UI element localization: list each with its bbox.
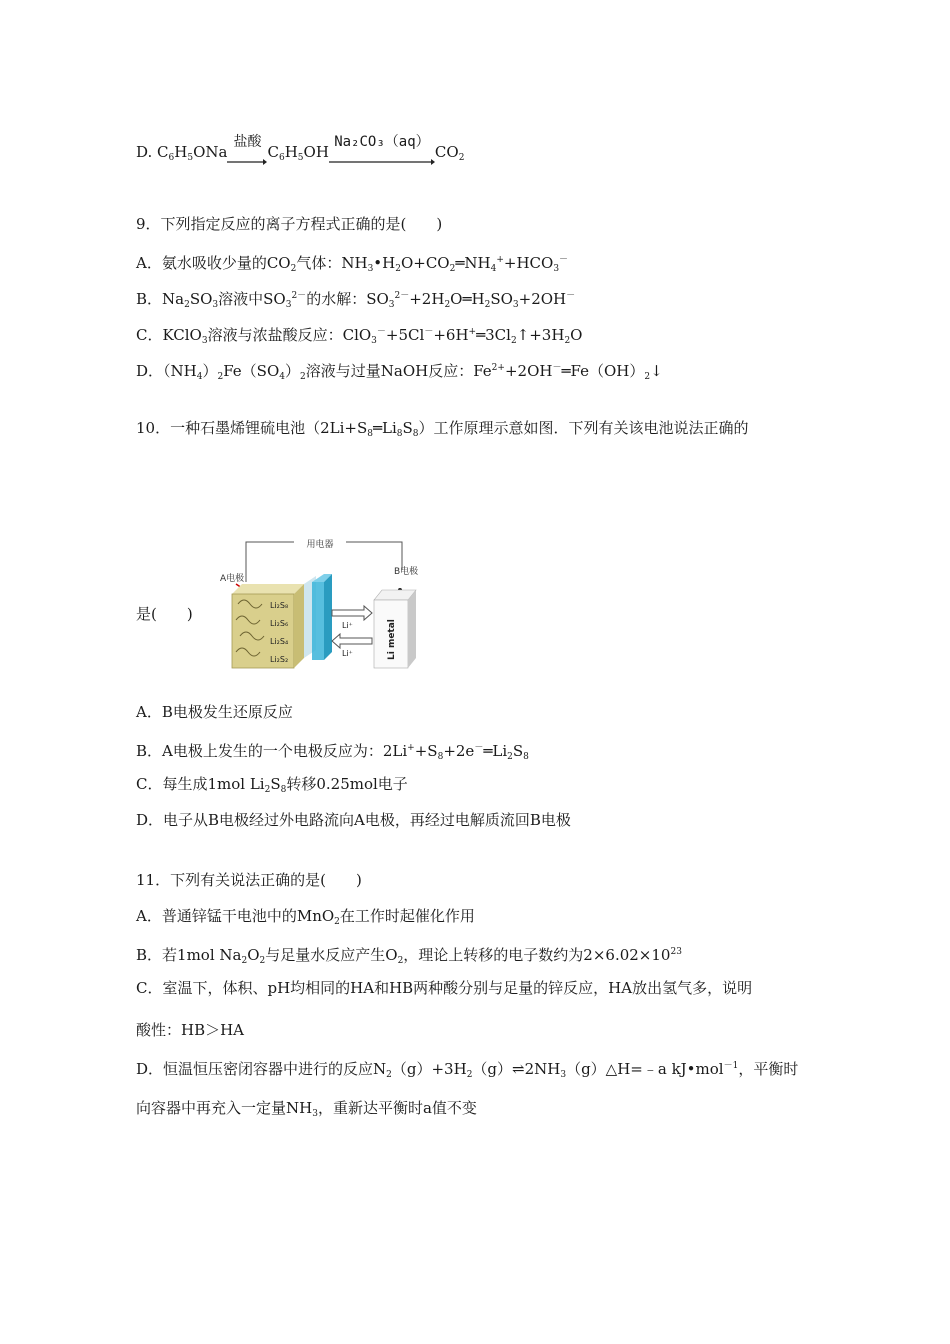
q10-option-c: C．每生成1mol $Li_2S_8$转移0.25mol电子 bbox=[136, 775, 408, 795]
q11-option-d-line2: 向容器中再充入一定量$NH_3$，重新达平衡时a值不变 bbox=[136, 1099, 477, 1119]
b-electrode-label: B电极 bbox=[394, 567, 419, 577]
q10-stem: 10．一种石墨烯锂硫电池$(2Li+S_8═Li_8S_8)$工作原理示意如图．下列有关该电池说法正确的 bbox=[136, 419, 749, 439]
species-3: Li₂S₄ bbox=[270, 637, 289, 646]
q11-option-c-line2: 酸性：HB＞HA bbox=[136, 1021, 245, 1039]
q10-option-a: A．B电极发生还原反应 bbox=[136, 703, 293, 721]
species-1: Li₂S₈ bbox=[270, 601, 289, 610]
q10-option-b: B．A电极上发生的一个电极反应为：$2Li^++S_8+2e^-═Li_2S_8$ bbox=[136, 742, 529, 762]
arrow-1 bbox=[227, 134, 267, 168]
q11-stem: 11．下列有关说法正确的是( ) bbox=[136, 871, 362, 889]
q9-stem: 9．下列指定反应的离子方程式正确的是( ) bbox=[136, 215, 443, 233]
final-product: $CO_2$ bbox=[434, 143, 465, 163]
arrow-2 bbox=[329, 134, 435, 168]
q11-option-d-line1: D．恒温恒压密闭容器中进行的反应$N_2(g)+3H_2(g)\rightleftharpoons 2NH_3(g)\triangle H=﹣a$ kJ•mol$^{-1}$，平衡时 bbox=[136, 1060, 799, 1080]
li-ion-label-2: Li⁺ bbox=[342, 649, 353, 658]
q11-option-b: B．若1mol $Na_2O_2$与足量水反应产生$O_2$，理论上转移的电子数约为$2\times 6.02\times 10^{23}$ bbox=[136, 946, 682, 966]
a-electrode-label: A电极 bbox=[220, 574, 245, 584]
li-metal-label: Li metal bbox=[387, 619, 397, 660]
q9-option-c: C．KClO$_3$溶液与浓盐酸反应：$ClO_3^-+5Cl^-+6H^+═3Cl_2↑+3H_2O$ bbox=[136, 326, 583, 346]
q10-stem-tail: 是( ) bbox=[136, 605, 193, 623]
q11-option-a: A．普通锌锰干电池中的MnO$_2$在工作时起催化作用 bbox=[136, 907, 475, 927]
q8-option-d: D. $C_6H_5ONa$ 盐酸 $C_6H_5OH$ Na₂CO₃（aq） $CO_2$ bbox=[136, 142, 464, 168]
li-ion-label-1: Li⁺ bbox=[342, 621, 353, 630]
q9-option-d: D．$(NH_4)_2Fe(SO_4)_2$溶液与过量NaOH反应：$Fe^{2+}+2OH^-═Fe(OH)_2↓$ bbox=[136, 362, 663, 382]
q9-option-a: A．氨水吸收少量的$CO_2$气体：$NH_3•H_2O+CO_2═NH_4^++HCO_3^-$ bbox=[136, 254, 569, 274]
species-4: Li₂S₂ bbox=[270, 655, 289, 664]
q11-option-c-line1: C．室温下，体积、pH均相同的HA和HB两种酸分别与足量的锌反应，HA放出氢气多，说明 bbox=[136, 979, 753, 997]
load-label: 用电器 bbox=[306, 540, 334, 550]
species-2: Li₂S₆ bbox=[270, 619, 289, 628]
q9-option-b: B．$Na_2SO_3$溶液中$SO_3^{2-}$的水解：$SO_3^{2-}+2H_2O═H_2SO_3+2OH^-$ bbox=[136, 290, 576, 310]
battery-diagram bbox=[220, 538, 430, 672]
reactant-formula: $C_6H_5ONa$ bbox=[157, 143, 228, 163]
arrow-2-label: Na₂CO₃（aq） bbox=[334, 134, 430, 150]
q10-option-d: D．电子从B电极经过外电路流向A电极，再经过电解质流回B电极 bbox=[136, 811, 571, 829]
product-formula: $C_6H_5OH$ bbox=[267, 143, 329, 163]
arrow-1-label: 盐酸 bbox=[233, 134, 262, 150]
